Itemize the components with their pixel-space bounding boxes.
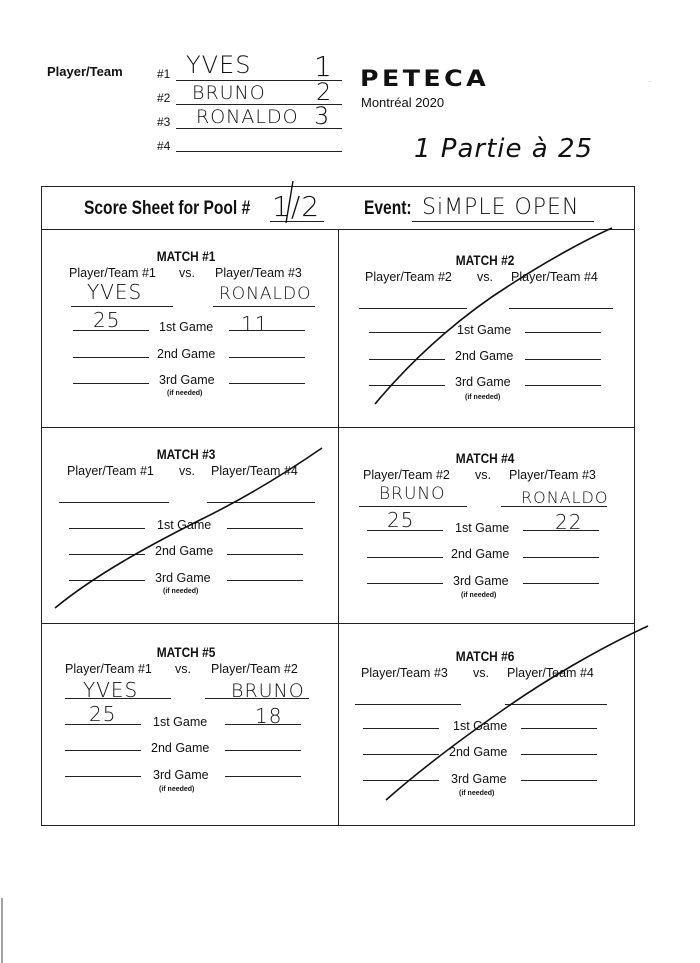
game1-left-score: 25 [93,308,121,332]
if-needed-note: (if needed) [461,592,497,599]
match-title: MATCH #5 [156,644,216,660]
left-player-name: YVES [87,280,143,304]
slot-3-name: RONALDO [196,106,299,128]
match-title: MATCH #4 [455,450,515,466]
game3-label: 3rd Game [153,768,209,782]
left-team-label: Player/Team #3 [361,666,448,680]
game1-left-score: 25 [89,702,117,726]
slot-1-name: YVES [186,51,252,79]
game1-label: 1st Game [157,518,212,532]
vs-label: vs. [179,464,195,478]
left-player-name: BRUNO [379,484,446,504]
game2-label: 2nd Game [155,544,214,558]
event-value: SiMPLE OPEN [422,195,580,220]
game1-label: 1st Game [457,323,512,337]
vs-label: vs. [179,266,195,280]
slot-2-seed: 2 [316,78,333,106]
pool-slash-mark [286,181,293,223]
game1-label: 1st Game [159,320,214,334]
match-title: MATCH #1 [156,248,216,264]
right-team-label: Player/Team #4 [507,666,594,680]
game3-label: 3rd Game [451,772,507,786]
match-title: MATCH #6 [455,648,515,664]
match-title: MATCH #2 [455,252,515,268]
slot-4-number: #4 [157,139,171,153]
handwritten-format-note: 1 Partie à 25 [414,134,594,164]
if-needed-note: (if needed) [167,390,203,397]
left-team-label: Player/Team #2 [365,270,452,284]
right-team-label: Player/Team #2 [211,662,298,676]
left-team-label: Player/Team #1 [69,266,156,280]
player-team-label: Player/Team [47,64,123,79]
slot-1-seed: 1 [314,50,333,83]
right-player-name: RONALDO [219,284,312,304]
game1-left-score: 25 [387,508,415,532]
match-6-strike-line [386,626,648,800]
game3-label: 3rd Game [155,571,211,585]
stray-mark: · [649,79,651,85]
vs-label: vs. [475,468,491,482]
game1-right-score: 11 [241,312,269,336]
game1-label: 1st Game [453,719,508,733]
left-team-label: Player/Team #1 [67,464,154,478]
sheet-title: Score Sheet for Pool # [84,198,251,219]
vs-label: vs. [477,270,493,284]
game1-right-score: 22 [555,510,583,534]
peteca-logo: PETECA [360,67,490,92]
game3-label: 3rd Game [453,574,509,588]
event-label: Event: [364,198,412,219]
game1-right-score: 18 [255,704,283,728]
right-team-label: Player/Team #4 [511,270,598,284]
match-2-strike-line [375,228,612,404]
game3-label: 3rd Game [159,373,215,387]
right-team-label: Player/Team #3 [215,266,302,280]
slot-3-number: #3 [157,115,171,129]
game3-label: 3rd Game [455,375,511,389]
right-player-name: RONALDO [521,488,609,507]
game1-label: 1st Game [153,715,208,729]
left-team-label: Player/Team #1 [65,662,152,676]
city-year: Montréal 2020 [361,95,445,110]
slot-3-seed: 3 [314,102,331,130]
left-player-name: YVES [83,678,139,702]
game2-label: 2nd Game [157,347,216,361]
match-3-strike-line [55,448,322,608]
game2-label: 2nd Game [455,349,514,363]
if-needed-note: (if needed) [159,786,195,793]
match-title: MATCH #3 [156,446,216,462]
right-team-label: Player/Team #3 [509,468,596,482]
vs-label: vs. [175,662,191,676]
slot-1-number: #1 [157,67,171,81]
game2-label: 2nd Game [449,745,508,759]
game2-label: 2nd Game [151,741,210,755]
slot-2-number: #2 [157,91,171,105]
game2-label: 2nd Game [451,547,510,561]
vs-label: vs. [473,666,489,680]
game1-label: 1st Game [455,521,510,535]
right-team-label: Player/Team #4 [211,464,298,478]
slot-2-name: BRUNO [192,82,266,104]
pool-value: 1/2 [272,190,321,223]
if-needed-note: (if needed) [465,394,501,401]
left-team-label: Player/Team #2 [363,468,450,482]
if-needed-note: (if needed) [163,588,199,595]
right-player-name: BRUNO [231,680,305,702]
if-needed-note: (if needed) [459,790,495,797]
